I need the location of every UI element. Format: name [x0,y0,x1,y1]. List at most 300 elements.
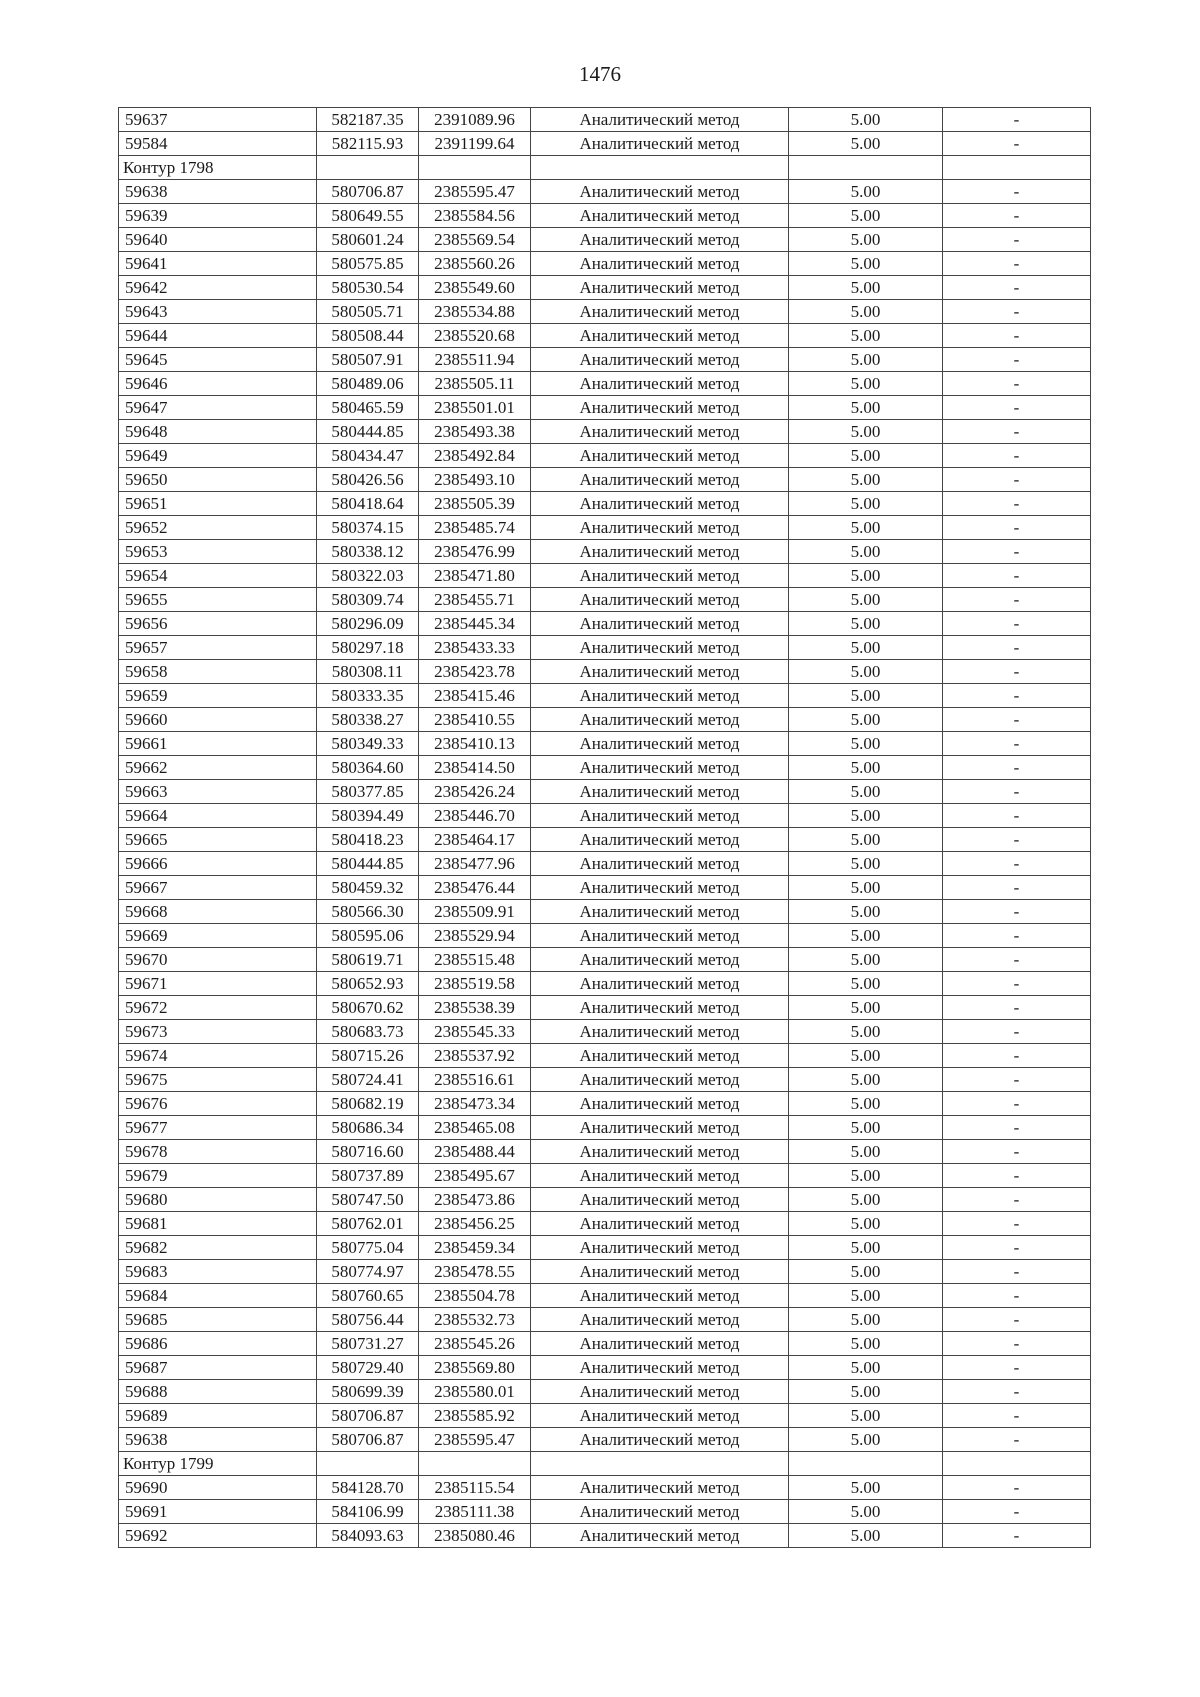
x-coordinate: 580459.32 [317,876,419,900]
method: Аналитический метод [531,1212,789,1236]
table-row [119,636,1091,660]
dash-mark: - [943,228,1091,252]
dash-mark: - [943,1356,1091,1380]
x-coordinate: 580364.60 [317,756,419,780]
method: Аналитический метод [531,252,789,276]
point-id: 59658 [119,660,317,684]
x-coordinate: 580507.91 [317,348,419,372]
y-coordinate: 2385423.78 [419,660,531,684]
dash-mark: - [943,180,1091,204]
x-coordinate: 580724.41 [317,1068,419,1092]
table-row [119,924,1091,948]
x-coordinate: 580716.60 [317,1140,419,1164]
x-coordinate: 580322.03 [317,564,419,588]
accuracy-value: 5.00 [789,444,943,468]
x-coordinate: 580747.50 [317,1188,419,1212]
accuracy-value: 5.00 [789,1092,943,1116]
point-id: 59651 [119,492,317,516]
x-coordinate: 580683.73 [317,1020,419,1044]
x-coordinate: 582115.93 [317,132,419,156]
accuracy-value: 5.00 [789,1404,943,1428]
dash-mark: - [943,1260,1091,1284]
y-coordinate: 2385485.74 [419,516,531,540]
accuracy-value: 5.00 [789,1020,943,1044]
table-row [119,708,1091,732]
dash-mark: - [943,516,1091,540]
accuracy-value: 5.00 [789,1116,943,1140]
dash-mark: - [943,756,1091,780]
y-coordinate: 2385560.26 [419,252,531,276]
method: Аналитический метод [531,1092,789,1116]
accuracy-value: 5.00 [789,204,943,228]
dash-mark: - [943,1332,1091,1356]
y-coordinate: 2385511.94 [419,348,531,372]
accuracy-value: 5.00 [789,1068,943,1092]
point-id: 59672 [119,996,317,1020]
accuracy-value: 5.00 [789,900,943,924]
y-coordinate: 2385465.08 [419,1116,531,1140]
x-coordinate: 580737.89 [317,1164,419,1188]
method: Аналитический метод [531,1308,789,1332]
method: Аналитический метод [531,636,789,660]
point-id: 59654 [119,564,317,588]
point-id: 59675 [119,1068,317,1092]
table-row [119,1140,1091,1164]
y-coordinate: 2385504.78 [419,1284,531,1308]
x-coordinate: 580508.44 [317,324,419,348]
x-coordinate: 580309.74 [317,588,419,612]
method: Аналитический метод [531,1116,789,1140]
dash-mark: - [943,372,1091,396]
coordinates-table-body [119,108,1091,1548]
accuracy-value: 5.00 [789,132,943,156]
point-id: 59653 [119,540,317,564]
accuracy-value: 5.00 [789,1428,943,1452]
point-id: 59665 [119,828,317,852]
point-id: 59644 [119,324,317,348]
accuracy-value: 5.00 [789,300,943,324]
y-coordinate: 2385545.26 [419,1332,531,1356]
y-coordinate: 2385410.55 [419,708,531,732]
y-coordinate: 2385446.70 [419,804,531,828]
y-coordinate: 2385595.47 [419,180,531,204]
y-coordinate: 2385488.44 [419,1140,531,1164]
method: Аналитический метод [531,1068,789,1092]
accuracy-value: 5.00 [789,252,943,276]
accuracy-value: 5.00 [789,1524,943,1548]
x-coordinate: 580426.56 [317,468,419,492]
dash-mark: - [943,132,1091,156]
table-row [119,948,1091,972]
contour-header-row [119,156,1091,180]
x-coordinate: 580774.97 [317,1260,419,1284]
accuracy-value: 5.00 [789,1236,943,1260]
table-row [119,1380,1091,1404]
point-id: 59686 [119,1332,317,1356]
y-coordinate: 2385476.99 [419,540,531,564]
y-coordinate: 2385111.38 [419,1500,531,1524]
y-coordinate: 2385505.11 [419,372,531,396]
dash-mark: - [943,996,1091,1020]
dash-mark: - [943,276,1091,300]
table-row [119,900,1091,924]
method: Аналитический метод [531,180,789,204]
accuracy-value: 5.00 [789,588,943,612]
point-id: 59671 [119,972,317,996]
table-row [119,828,1091,852]
point-id: 59664 [119,804,317,828]
dash-mark: - [943,1140,1091,1164]
accuracy-value: 5.00 [789,732,943,756]
table-row [119,396,1091,420]
table-row [119,1044,1091,1068]
x-coordinate: 584093.63 [317,1524,419,1548]
method: Аналитический метод [531,1404,789,1428]
y-coordinate: 2385456.25 [419,1212,531,1236]
table-row [119,420,1091,444]
method: Аналитический метод [531,612,789,636]
dash-mark: - [943,1284,1091,1308]
y-coordinate: 2385080.46 [419,1524,531,1548]
y-coordinate: 2385473.86 [419,1188,531,1212]
x-coordinate: 580706.87 [317,180,419,204]
point-id: 59676 [119,1092,317,1116]
accuracy-value: 5.00 [789,780,943,804]
x-coordinate: 580530.54 [317,276,419,300]
x-coordinate: 580652.93 [317,972,419,996]
accuracy-value: 5.00 [789,1332,943,1356]
x-coordinate: 580686.34 [317,1116,419,1140]
point-id: 59640 [119,228,317,252]
y-coordinate: 2385580.01 [419,1380,531,1404]
accuracy-value: 5.00 [789,468,943,492]
point-id: 59647 [119,396,317,420]
dash-mark: - [943,1308,1091,1332]
method: Аналитический метод [531,660,789,684]
point-id: 59668 [119,900,317,924]
y-coordinate: 2385464.17 [419,828,531,852]
method: Аналитический метод [531,564,789,588]
x-coordinate: 580374.15 [317,516,419,540]
table-row [119,1500,1091,1524]
method: Аналитический метод [531,276,789,300]
y-coordinate: 2385520.68 [419,324,531,348]
method: Аналитический метод [531,468,789,492]
method: Аналитический метод [531,1476,789,1500]
accuracy-value: 5.00 [789,996,943,1020]
accuracy-value: 5.00 [789,660,943,684]
table-row [119,1356,1091,1380]
x-coordinate: 580297.18 [317,636,419,660]
x-coordinate: 580338.27 [317,708,419,732]
x-coordinate: 580505.71 [317,300,419,324]
table-row [119,1476,1091,1500]
accuracy-value: 5.00 [789,516,943,540]
y-coordinate: 2385414.50 [419,756,531,780]
empty-cell [789,1452,943,1476]
y-coordinate: 2385595.47 [419,1428,531,1452]
y-coordinate: 2385585.92 [419,1404,531,1428]
accuracy-value: 5.00 [789,372,943,396]
table-row [119,1020,1091,1044]
accuracy-value: 5.00 [789,804,943,828]
table-row [119,1404,1091,1428]
point-id: 59667 [119,876,317,900]
accuracy-value: 5.00 [789,1476,943,1500]
point-id: 59652 [119,516,317,540]
dash-mark: - [943,900,1091,924]
table-row [119,516,1091,540]
point-id: 59642 [119,276,317,300]
y-coordinate: 2385433.33 [419,636,531,660]
accuracy-value: 5.00 [789,852,943,876]
table-row [119,1308,1091,1332]
y-coordinate: 2385473.34 [419,1092,531,1116]
accuracy-value: 5.00 [789,1212,943,1236]
dash-mark: - [943,660,1091,684]
dash-mark: - [943,1428,1091,1452]
empty-cell [943,1452,1091,1476]
method: Аналитический метод [531,828,789,852]
dash-mark: - [943,1404,1091,1428]
y-coordinate: 2385537.92 [419,1044,531,1068]
point-id: 59682 [119,1236,317,1260]
y-coordinate: 2385549.60 [419,276,531,300]
method: Аналитический метод [531,516,789,540]
method: Аналитический метод [531,1524,789,1548]
dash-mark: - [943,492,1091,516]
y-coordinate: 2385569.54 [419,228,531,252]
table-row [119,444,1091,468]
table-row [119,1212,1091,1236]
method: Аналитический метод [531,1188,789,1212]
point-id: 59689 [119,1404,317,1428]
table-row [119,252,1091,276]
empty-cell [317,156,419,180]
method: Аналитический метод [531,1284,789,1308]
point-id: 59655 [119,588,317,612]
y-coordinate: 2385538.39 [419,996,531,1020]
accuracy-value: 5.00 [789,348,943,372]
point-id: 59681 [119,1212,317,1236]
dash-mark: - [943,1524,1091,1548]
accuracy-value: 5.00 [789,708,943,732]
table-row [119,204,1091,228]
x-coordinate: 580756.44 [317,1308,419,1332]
dash-mark: - [943,780,1091,804]
point-id: 59677 [119,1116,317,1140]
y-coordinate: 2385476.44 [419,876,531,900]
point-id: 59673 [119,1020,317,1044]
point-id: 59657 [119,636,317,660]
x-coordinate: 580775.04 [317,1236,419,1260]
method: Аналитический метод [531,780,789,804]
method: Аналитический метод [531,1044,789,1068]
point-id: 59662 [119,756,317,780]
dash-mark: - [943,1020,1091,1044]
point-id: 59679 [119,1164,317,1188]
method: Аналитический метод [531,852,789,876]
method: Аналитический метод [531,1356,789,1380]
x-coordinate: 580699.39 [317,1380,419,1404]
table-row [119,324,1091,348]
table-row [119,492,1091,516]
x-coordinate: 580418.23 [317,828,419,852]
y-coordinate: 2385534.88 [419,300,531,324]
y-coordinate: 2385545.33 [419,1020,531,1044]
point-id: 59659 [119,684,317,708]
x-coordinate: 580308.11 [317,660,419,684]
point-id: 59685 [119,1308,317,1332]
y-coordinate: 2385455.71 [419,588,531,612]
table-row [119,1164,1091,1188]
accuracy-value: 5.00 [789,1500,943,1524]
x-coordinate: 580465.59 [317,396,419,420]
dash-mark: - [943,396,1091,420]
accuracy-value: 5.00 [789,276,943,300]
point-id: 59674 [119,1044,317,1068]
table-row [119,756,1091,780]
accuracy-value: 5.00 [789,564,943,588]
method: Аналитический метод [531,1164,789,1188]
point-id: 59656 [119,612,317,636]
accuracy-value: 5.00 [789,228,943,252]
dash-mark: - [943,564,1091,588]
dash-mark: - [943,804,1091,828]
accuracy-value: 5.00 [789,396,943,420]
method: Аналитический метод [531,1428,789,1452]
table-row [119,684,1091,708]
method: Аналитический метод [531,996,789,1020]
accuracy-value: 5.00 [789,1380,943,1404]
page-number: 1476 [579,62,621,86]
dash-mark: - [943,1092,1091,1116]
table-row [119,228,1091,252]
method: Аналитический метод [531,492,789,516]
x-coordinate: 580601.24 [317,228,419,252]
accuracy-value: 5.00 [789,1308,943,1332]
dash-mark: - [943,1236,1091,1260]
dash-mark: - [943,828,1091,852]
method: Аналитический метод [531,1380,789,1404]
dash-mark: - [943,732,1091,756]
empty-cell [531,156,789,180]
accuracy-value: 5.00 [789,1356,943,1380]
dash-mark: - [943,612,1091,636]
x-coordinate: 580706.87 [317,1428,419,1452]
point-id: 59645 [119,348,317,372]
accuracy-value: 5.00 [789,1140,943,1164]
accuracy-value: 5.00 [789,1284,943,1308]
x-coordinate: 580595.06 [317,924,419,948]
method: Аналитический метод [531,108,789,132]
table-row [119,372,1091,396]
accuracy-value: 5.00 [789,492,943,516]
y-coordinate: 2385410.13 [419,732,531,756]
dash-mark: - [943,1380,1091,1404]
table-row [119,660,1091,684]
method: Аналитический метод [531,132,789,156]
dash-mark: - [943,204,1091,228]
dash-mark: - [943,972,1091,996]
point-id: 59678 [119,1140,317,1164]
point-id: 59691 [119,1500,317,1524]
method: Аналитический метод [531,1332,789,1356]
table-row [119,1524,1091,1548]
table-row [119,276,1091,300]
dash-mark: - [943,252,1091,276]
dash-mark: - [943,684,1091,708]
accuracy-value: 5.00 [789,756,943,780]
table-row [119,1092,1091,1116]
dash-mark: - [943,444,1091,468]
y-coordinate: 2385501.01 [419,396,531,420]
table-row [119,780,1091,804]
x-coordinate: 582187.35 [317,108,419,132]
method: Аналитический метод [531,204,789,228]
y-coordinate: 2385478.55 [419,1260,531,1284]
x-coordinate: 580682.19 [317,1092,419,1116]
empty-cell [789,156,943,180]
method: Аналитический метод [531,756,789,780]
point-id: 59688 [119,1380,317,1404]
empty-cell [317,1452,419,1476]
dash-mark: - [943,1044,1091,1068]
point-id: 59646 [119,372,317,396]
x-coordinate: 580349.33 [317,732,419,756]
accuracy-value: 5.00 [789,924,943,948]
dash-mark: - [943,876,1091,900]
table-row [119,972,1091,996]
x-coordinate: 580760.65 [317,1284,419,1308]
x-coordinate: 580296.09 [317,612,419,636]
table-row [119,732,1091,756]
y-coordinate: 2385445.34 [419,612,531,636]
point-id: 59670 [119,948,317,972]
method: Аналитический метод [531,348,789,372]
table-row [119,1332,1091,1356]
y-coordinate: 2385569.80 [419,1356,531,1380]
contour-label: Контур 1799 [119,1452,317,1476]
x-coordinate: 580338.12 [317,540,419,564]
x-coordinate: 580731.27 [317,1332,419,1356]
method: Аналитический метод [531,732,789,756]
y-coordinate: 2385509.91 [419,900,531,924]
method: Аналитический метод [531,900,789,924]
x-coordinate: 580444.85 [317,852,419,876]
method: Аналитический метод [531,708,789,732]
table-row [119,1236,1091,1260]
x-coordinate: 580394.49 [317,804,419,828]
accuracy-value: 5.00 [789,108,943,132]
dash-mark: - [943,636,1091,660]
x-coordinate: 580706.87 [317,1404,419,1428]
point-id: 59680 [119,1188,317,1212]
method: Аналитический метод [531,228,789,252]
x-coordinate: 580566.30 [317,900,419,924]
y-coordinate: 2385493.10 [419,468,531,492]
accuracy-value: 5.00 [789,1188,943,1212]
dash-mark: - [943,708,1091,732]
method: Аналитический метод [531,444,789,468]
x-coordinate: 580418.64 [317,492,419,516]
table-row [119,1284,1091,1308]
point-id: 59690 [119,1476,317,1500]
point-id: 59660 [119,708,317,732]
y-coordinate: 2385505.39 [419,492,531,516]
method: Аналитический метод [531,1236,789,1260]
y-coordinate: 2385516.61 [419,1068,531,1092]
